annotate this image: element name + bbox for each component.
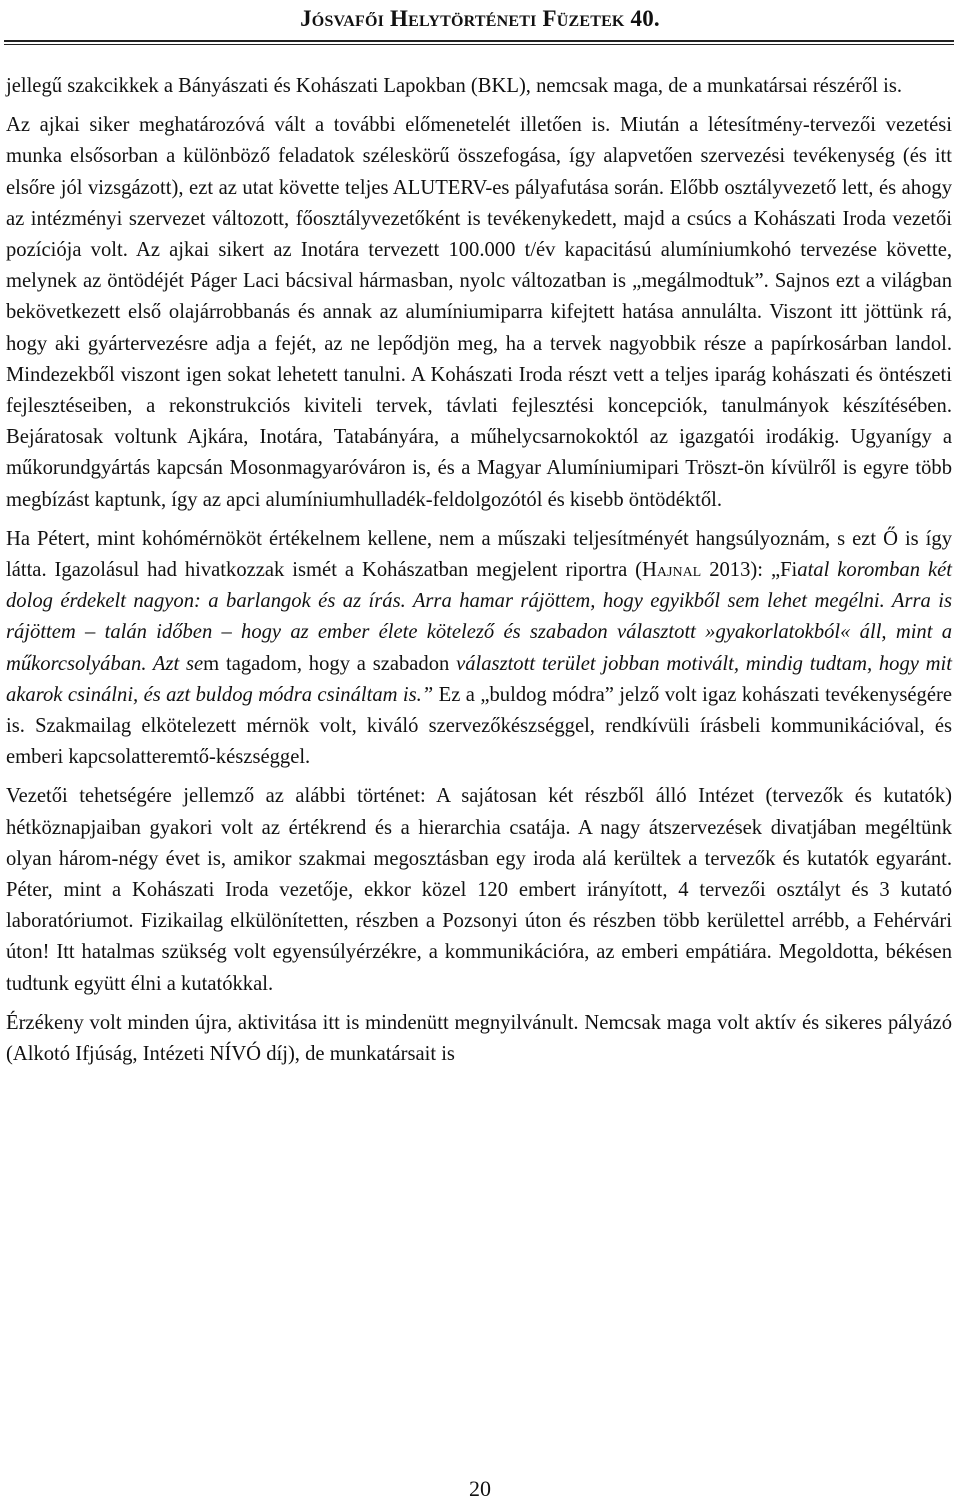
header-rule (4, 40, 954, 42)
running-header: Jósvafői Helytörténeti Füzetek 40. (300, 6, 660, 31)
text-run: Érzékeny volt minden újra, aktivitása itt is mindenütt megnyilvánult. Nemcsak maga volt aktív és sikeres pályázó (Alkotó Ifjúság, Intézeti NÍVÓ díj), de munkatársait is (6, 1011, 952, 1066)
paragraph (6, 110, 952, 516)
body-text (6, 71, 952, 1070)
text-run: m tagadom, hogy a szabadon (203, 652, 457, 675)
text-run: Ez a „buldog módra” jelző volt igaz kohászati tevékenységére is. Szakmailag elkötelezett mérnök volt, kiváló szervezőkészséggel, rendkívüli írásbeli kommunikációval, és emberi kapcsolatteremtő-készséggel. (6, 683, 952, 769)
text-run: 2013): „Fi (701, 559, 798, 582)
text-run: Vezetői tehetségére jellemző az alábbi történet: A sajátosan két részből álló Intézet (tervezők és kutatók) hétköznapjaiban gyakori volt az értékrend és a hierarchia csatája. A nagy átszervezések divatjában megéltünk olyan három-négy évet is, amikor szakmai megosztásban egy iroda alá kerültek a tervezők és kutatók egyaránt. Péter, mint a Kohászati Iroda vezetője, ekkor közel 120 embert irányított, 4 tervezői osztályt és 3 kutató laboratóriumot. Fizikailag elkülönítetten, részben a Pozsonyi úton és részben több kerülettel arrébb, a Fehérvári úton! Itt hatalmas szükség volt egyensúlyérzékre, a kommunikációra, az emberi empátiára. Megoldotta, békésen tudtunk együtt élni a kutatókkal. (6, 785, 952, 995)
quote-text: választott terület jobban motivált, mindig tudtam, hogy mit akarok csinálni, és azt buldog módra csináltam is.” (6, 652, 952, 706)
paragraph (6, 781, 952, 999)
text-run: jellegű szakcikkek a Bányászati és Kohászati Lapokban (BKL), nemcsak maga, de a munkatársai részéről is. (6, 75, 903, 97)
author-name: Hajnal (642, 559, 702, 582)
paragraph (6, 71, 952, 102)
quote-text: atal koromban két dolog érdekelt nagyon: a barlangok és az írás. Arra hamar rájöttem, hogy egyikből sem lehet megélni. Arra is rájöttem – talán időben – hogy az ember élete kötelező és szabadon választott »gyakorlatokból« áll, mint a műkorcsolyában. Azt se (6, 559, 952, 675)
header-rule-thin (4, 44, 954, 45)
paragraph (6, 524, 952, 774)
paragraph (6, 1008, 952, 1070)
text-run: Ha Pétert, mint kohómérnököt értékelnem kellene, nem a műszaki teljesítményét hangsúlyoznám, s ezt Ő is így látta. Igazolásul had hivatkozzak ismét a Kohászatban megjelent riportra ( (6, 527, 952, 582)
page-number: 20 (469, 1476, 491, 1501)
text-run: Az ajkai siker meghatározóvá vált a további előmenetelét illetően is. Miután a létesítmény-tervezői vezetési munka elsősorban a különböző feladatok széleskörű összefogása, így alapvetően szervezési tevékenység (és itt elsőre jól vizsgázott), ezt az utat követte teljes ALUTERV-es pályafutása során. Előbb osztályvezető lett, és ahogy az intézményi szervezet változott, főosztályvezetőként is tevékenykedett, majd a csúcs a Kohászati Iroda vezetői pozíciója volt. Az ajkai sikert az Inotára tervezett 100.000 t/év kapacitású alumíniumkohó tervezése követte, melynek az öntödéjét Páger Laci bácsival hármasban, nyolc változatban is „megálmodtuk”. Sajnos ezt a világban bekövetkezett első olajárrobbanás és annak az alumíniumiparra kifejtett hatása annulálta. Viszont itt jöttünk rá, hogy aki gyártervezésre adja a fejét, az ne lepődjön meg, ha a tervek nagyobbik része a papírkosárban landol. Mindezekből viszont igen sokat lehetett tanulni. A Kohászati Iroda részt vett a teljes iparág kohászati és öntészeti fejlesztéseiben, a rekonstrukciós kiviteli tervek, távlati fejlesztési koncepciók, tanulmányok készítésében. Bejáratosak voltunk Ajkára, Inotára, Tatabányára, a műhelycsarnokoktól az igazgatói irodákig. Ugyanígy a műkorundgyártás kapcsán Mosonmagyaróváron is, és a Magyar Alumíniumipari Tröszt-ön kívülről is egyre több megbízást kaptunk, így az apci alumíniumhulladék-feldolgozótól és kisebb öntödéktől. (6, 114, 952, 511)
